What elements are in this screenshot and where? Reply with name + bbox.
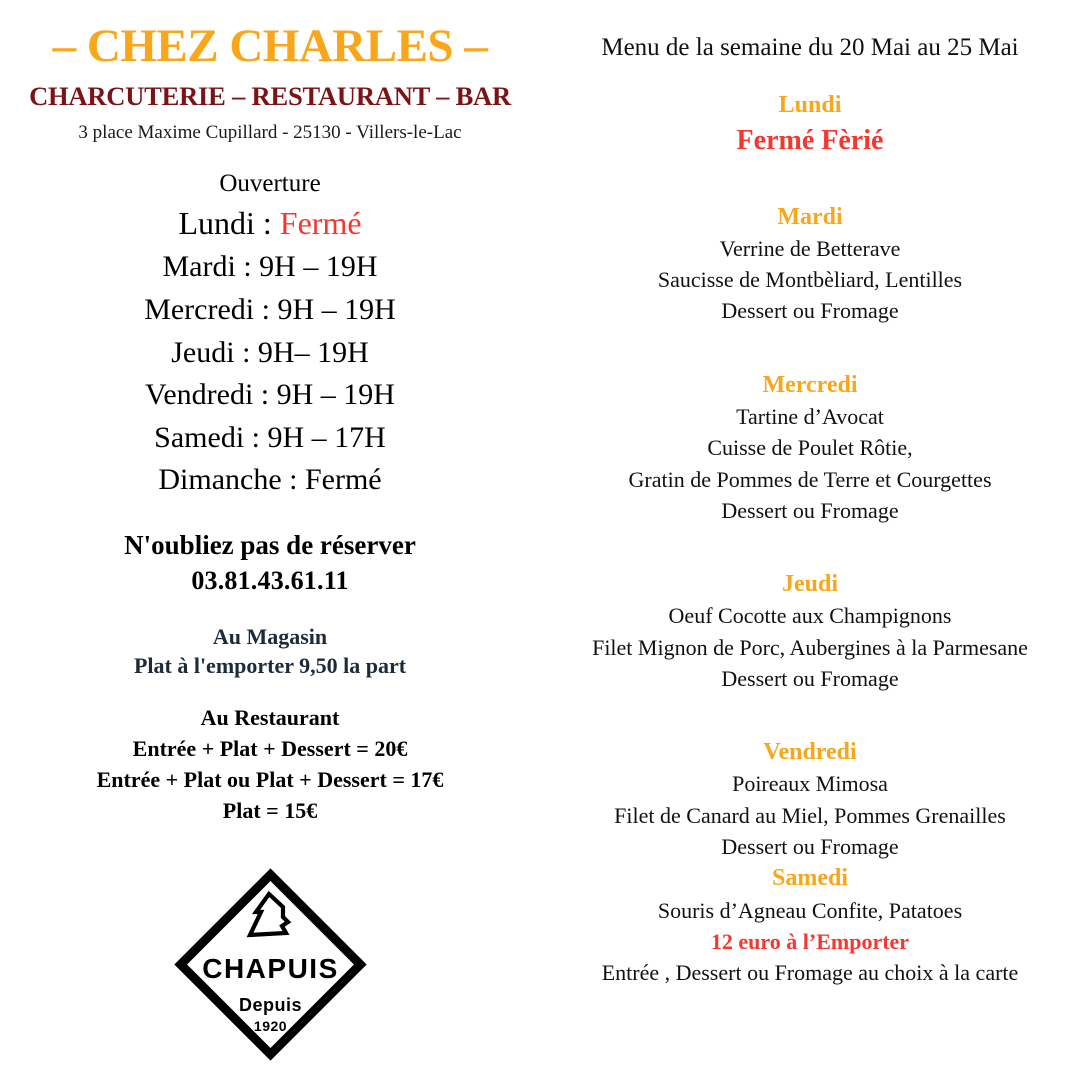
restaurant-price-main-only: Plat = 15€ [222,797,318,823]
shop-pricing-block [0,598,540,681]
hours-row-vendredi: Vendredi : 9H – 19H [145,378,395,412]
restaurant-address: 3 place Maxime Cupillard - 25130 - Villers-le-Lac [78,122,462,144]
menu-dish-item: Saucisse de Montbèliard, Lentilles [657,267,963,293]
logo-since-year: 1920 [253,1018,287,1034]
menu-week-title: Menu de la semaine du 20 Mai au 25 Mai [601,34,1019,61]
menu-dish-item: Verrine de Betterave [719,235,901,261]
restaurant-price-full: Entrée + Plat + Dessert = 20€ [132,735,408,761]
menu-dish-item: Dessert ou Fromage [721,497,899,523]
menu-day-lundi [540,63,1080,161]
menu-day-name: Mercredi [762,371,858,398]
menu-dish-item: Cuisse de Poulet Rôtie, [707,435,913,461]
menu-dish-item: Tartine d’Avocat [736,404,884,430]
hours-row-dimanche: Dimanche : Fermé [158,463,382,497]
restaurant-name-title: – CHEZ CHARLES – [52,20,488,72]
reservation-phone-number[interactable]: 03.81.43.61.11 [191,565,349,595]
menu-day-mardi [540,161,1080,327]
shop-takeaway-price: Plat à l'emporter 9,50 la part [133,653,407,679]
menu-dish-item: Oeuf Cocotte aux Champignons [668,603,952,629]
hours-row-mardi: Mardi : 9H – 19H [162,250,378,284]
menu-dish-item: Poireaux Mimosa [732,771,888,797]
menu-day-vendredi [540,694,1080,862]
house-arrow-icon [250,894,288,935]
hours-day-label: Lundi : [178,205,280,242]
menu-dish-item: Dessert ou Fromage [721,833,899,859]
menu-dish-item: Entrée , Dessert ou Fromage au choix à la carte [601,960,1019,986]
chapuis-logo [0,862,540,1067]
menu-dish-item: Filet de Canard au Miel, Pommes Grenailles [614,802,1006,828]
menu-dish-item: Dessert ou Fromage [721,298,899,324]
hours-row-samedi: Samedi : 9H – 17H [154,420,386,454]
menu-day-name: Samedi [771,865,848,892]
menu-dish-item: Filet Mignon de Porc, Aubergines à la Parmesane [592,634,1028,660]
menu-takeaway-price: 12 euro à l’Emporter [710,928,910,954]
hours-row-lundi [0,201,540,246]
reservation-block [0,502,540,598]
logo-since-label: Depuis [238,995,302,1015]
restaurant-price-two-course: Entrée + Plat ou Plat + Dessert = 17€ [96,766,444,792]
menu-day-name: Vendredi [763,739,857,766]
shop-heading: Au Magasin [212,623,328,649]
hours-row-mercredi: Mercredi : 9H – 19H [144,293,396,327]
menu-day-samedi [540,862,1080,988]
hours-closed-value: Fermé [279,205,362,242]
hours-row-jeudi: Jeudi : 9H– 19H [171,335,369,369]
menu-day-mercredi [540,327,1080,526]
restaurant-subtitle: CHARCUTERIE – RESTAURANT – BAR [29,81,511,112]
opening-hours-block [0,145,540,502]
menu-dish-item: Gratin de Pommes de Terre et Courgettes [628,466,992,492]
logo-brand-text: CHAPUIS [201,953,339,984]
reservation-prompt: N'oubliez pas de réserver [124,530,416,561]
menu-dish-item: Souris d’Agneau Confite, Patatoes [657,897,963,923]
chapuis-logo-graphic [168,862,373,1067]
menu-day-jeudi [540,526,1080,694]
menu-day-name: Lundi [778,92,842,118]
menu-day-closed-notice: Fermé Fèrié [736,125,884,157]
menu-day-name: Jeudi [781,571,838,597]
weekly-menu-column [540,0,1080,1080]
menu-dish-item: Dessert ou Fromage [721,665,899,691]
restaurant-pricing-block [0,681,540,826]
menu-day-name: Mardi [777,203,843,230]
opening-hours-heading: Ouverture [219,170,321,198]
restaurant-heading: Au Restaurant [200,705,340,731]
